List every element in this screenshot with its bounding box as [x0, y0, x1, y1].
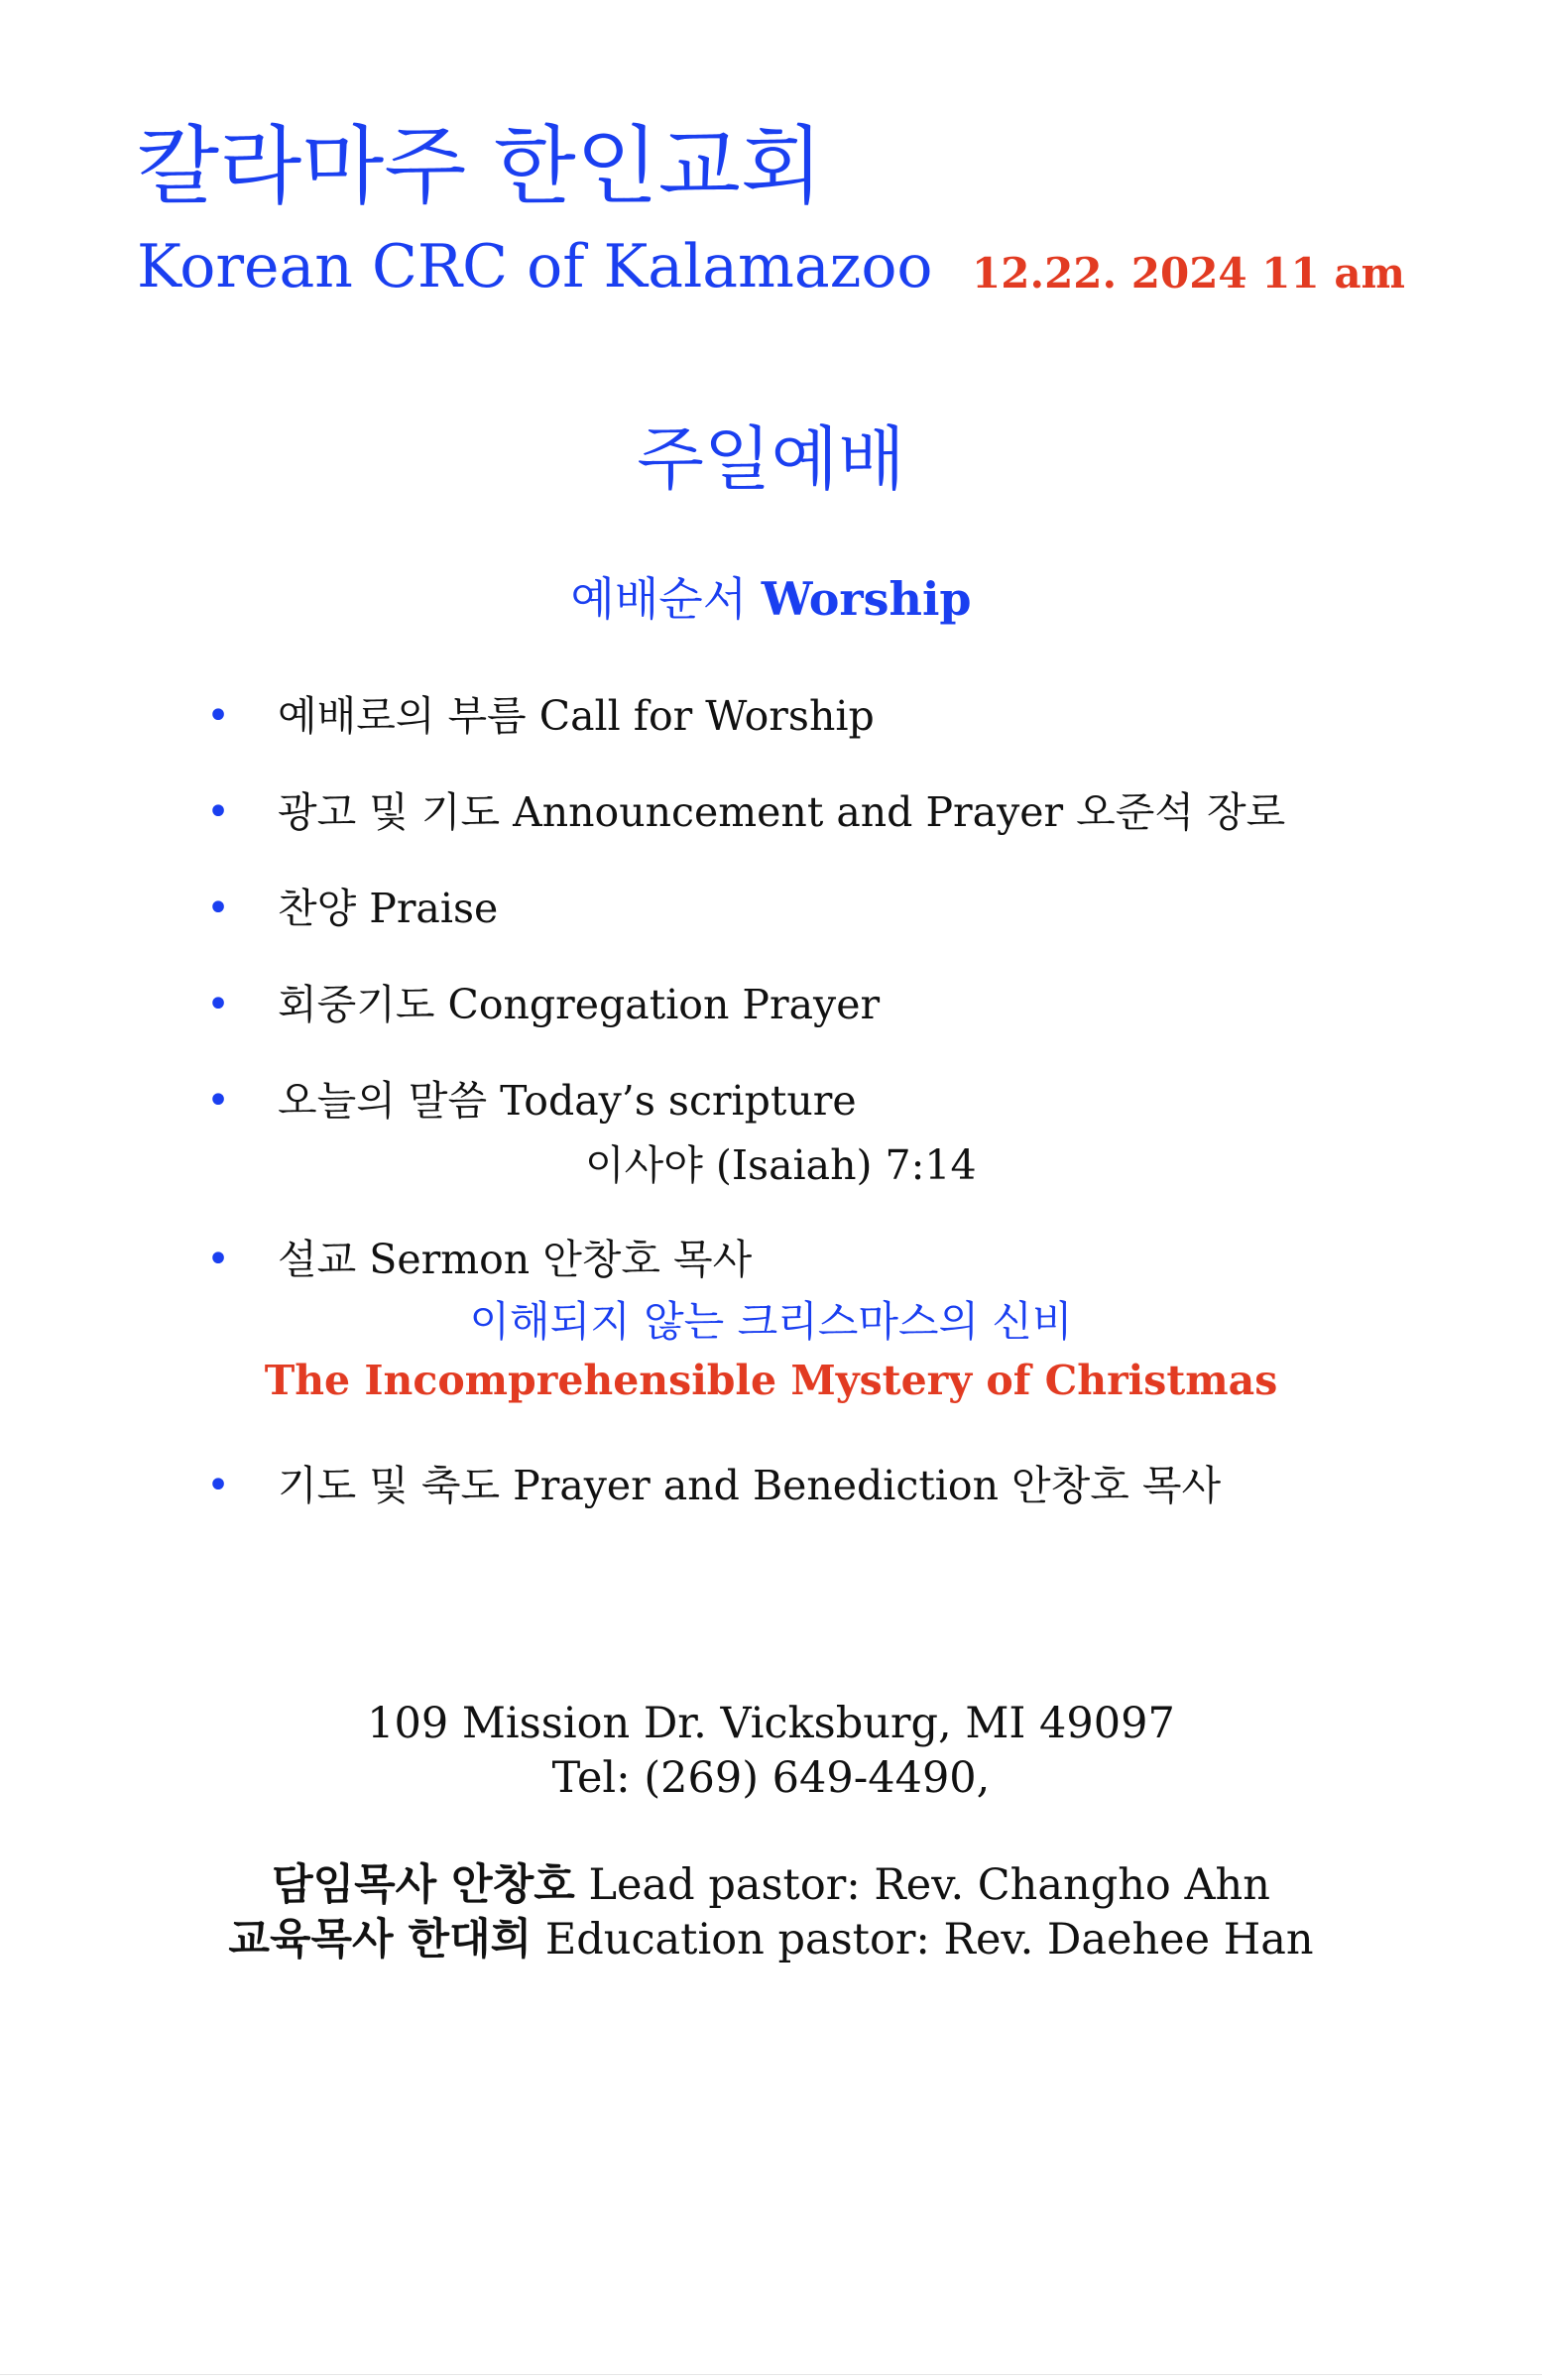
bullet-icon: • [206, 1237, 230, 1282]
order-item-scripture: 오늘의 말씀 Today’s scripture [278, 1077, 857, 1125]
bullet-icon: • [206, 789, 230, 835]
bullet-icon: • [206, 1078, 230, 1124]
education-pastor-english: Education pastor: Rev. Daehee Han [544, 1915, 1314, 1964]
order-heading-english: Worship [761, 572, 972, 626]
lead-pastor-korean: 담임목사 안창호 [272, 1860, 575, 1910]
scripture-reference: 이사야 (Isaiah) 7:14 [585, 1141, 977, 1189]
lead-pastor-english: Lead pastor: Rev. Changho Ahn [588, 1860, 1270, 1910]
order-item-announcement-prayer: 광고 및 기도 Announcement and Prayer 오준석 장로 [278, 788, 1286, 836]
education-pastor-korean: 교육목사 한대희 [228, 1915, 533, 1964]
sermon-title-korean: 이해되지 않는 크리스마스의 신비 [469, 1297, 1073, 1346]
church-address: 109 Mission Dr. Vicksburg, MI 49097 [367, 1699, 1175, 1748]
church-telephone: Tel: (269) 649-4490, [551, 1753, 991, 1803]
service-date-time: 12.22. 2024 11 am [972, 249, 1406, 298]
order-item-sermon: 설교 Sermon 안창호 목사 [278, 1236, 753, 1283]
bullet-icon: • [206, 693, 230, 739]
bullet-icon: • [206, 982, 230, 1027]
bullet-icon: • [206, 1463, 230, 1508]
order-heading-korean: 예배순서 [570, 572, 748, 626]
sermon-title-english: The Incomprehensible Mystery of Christmas [264, 1357, 1278, 1404]
church-name-english: Korean CRC of Kalamazoo [137, 232, 933, 301]
order-item-prayer-benediction: 기도 및 축도 Prayer and Benediction 안창호 목사 [278, 1462, 1222, 1509]
bullet-icon: • [206, 886, 230, 931]
lead-pastor-line [0, 1857, 1542, 1913]
church-name-korean: 칼라마주 한인교회 [137, 117, 823, 216]
order-item-praise: 찬양 Praise [278, 885, 499, 932]
page-bottom-divider [0, 2374, 1542, 2375]
order-item-call-to-worship: 예배로의 부름 Call for Worship [278, 692, 875, 740]
education-pastor-line [0, 1912, 1542, 1967]
service-title: 주일예배 [637, 418, 905, 500]
order-item-congregation-prayer: 회중기도 Congregation Prayer [278, 981, 881, 1028]
